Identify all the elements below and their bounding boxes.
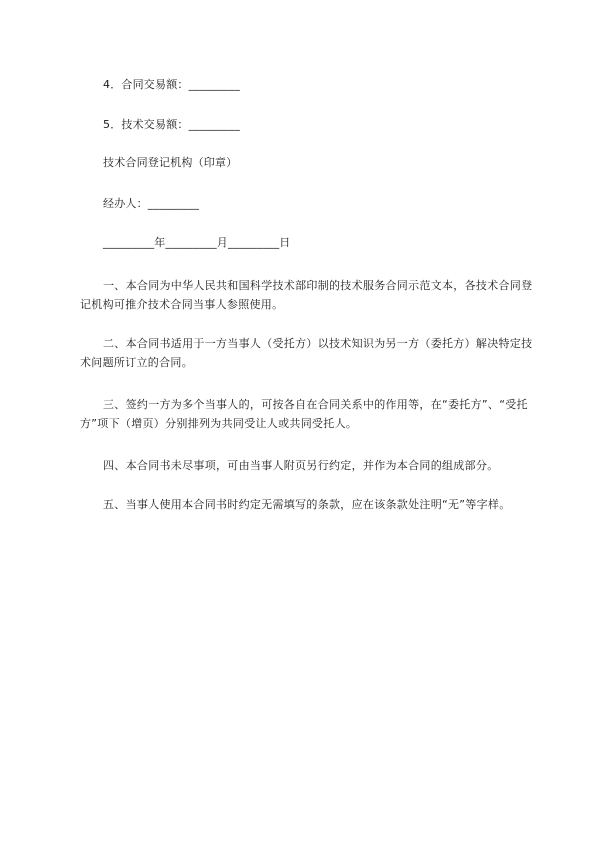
tech-amount-line: 5．技术交易额：_________ (103, 118, 240, 131)
handler-line: 经办人：_________ (103, 197, 200, 210)
date-line: _________年_________月_________日 (103, 236, 291, 249)
note-1: 一、本合同为中华人民共和国科学技术部印制的技术服务合同示范文本，各技术合同登记机构可推介技术合同当事人参照使用。 (80, 279, 533, 311)
registry-org-line: 技术合同登记机构（印章） (103, 156, 238, 169)
note-5: 五、当事人使用本合同书时约定无需填写的条款，应在该条款处注明“无”等字样。 (103, 498, 511, 511)
note-4: 四、本合同书未尽事项，可由当事人附页另行约定，并作为本合同的组成部分。 (103, 459, 499, 472)
note-2: 二、本合同书适用于一方当事人（受托方）以技术知识为另一方（委托方）解决特定技术问题所订立的合同。 (80, 337, 533, 369)
note-3: 三、签约一方为多个当事人的，可按各自在合同关系中的作用等，在“委托方”、“受托方”项下（增页）分别排列为共同受让人或共同受托人。 (80, 398, 528, 430)
contract-amount-line: 4．合同交易额：_________ (103, 78, 240, 91)
